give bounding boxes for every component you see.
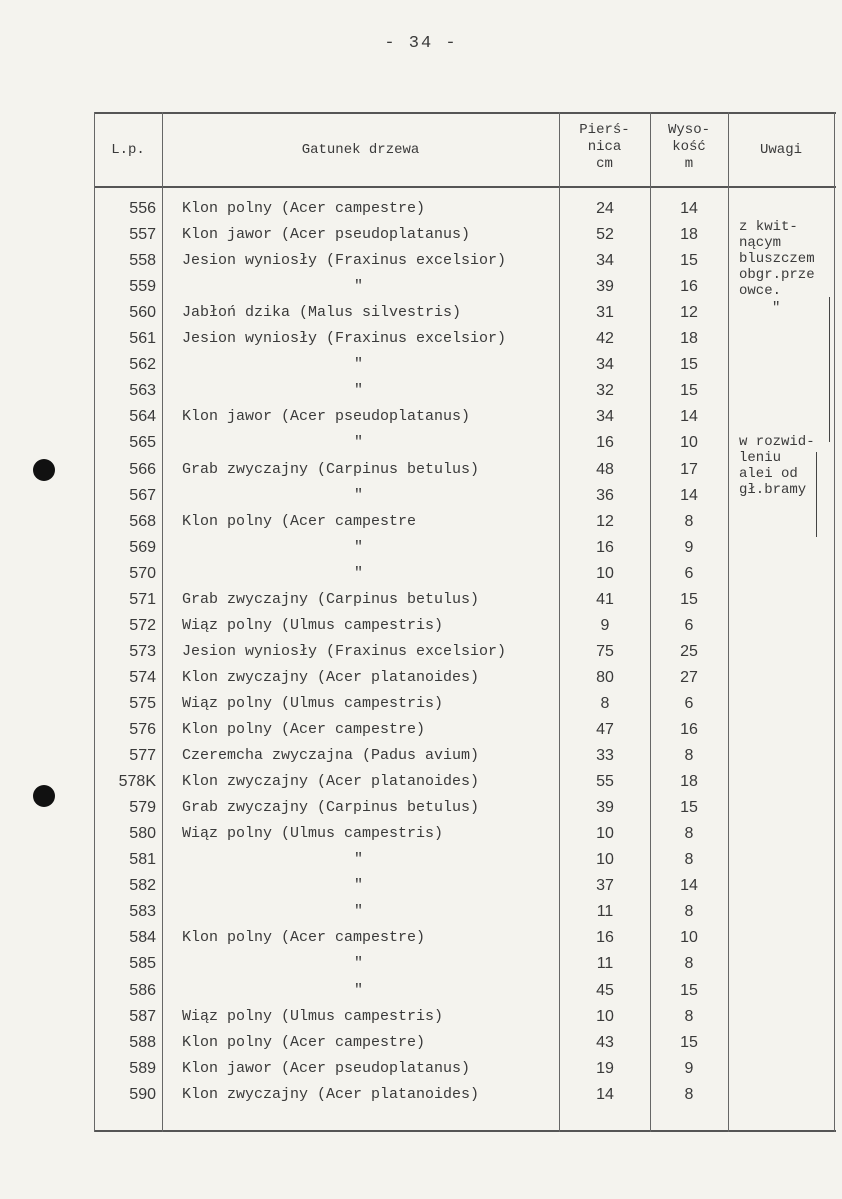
girth-cm: 11 [596,903,614,921]
table-row [94,669,836,691]
girth-cm: 11 [596,955,614,973]
species-name: Jesion wyniosły (Fraxinus excelsior) [182,642,507,660]
species-name: Wiąz polny (Ulmus campestris) [182,825,444,843]
header-girth: Pierś- nica cm [579,122,630,172]
species-name: " [354,356,364,374]
height-m: 14 [680,200,698,217]
girth-cm: 19 [596,1059,614,1077]
row-number: 575 [129,694,156,712]
height-m: 14 [680,408,698,426]
table-row [94,695,836,717]
note-bracket-upper [829,297,830,442]
girth-cm: 48 [596,460,614,478]
girth-cm: 8 [600,694,610,712]
height-m: 6 [684,564,694,582]
height-m: 15 [680,981,698,999]
girth-cm: 16 [596,538,614,556]
row-number: 584 [129,929,156,947]
girth-cm: 37 [596,877,614,895]
girth-cm: 41 [596,590,614,608]
row-number: 590 [129,1085,156,1103]
girth-cm: 9 [600,616,610,634]
girth-cm: 12 [596,512,614,530]
girth-cm: 80 [596,668,614,686]
species-name: Klon jawor (Acer pseudoplatanus) [182,1059,471,1077]
table-row [94,721,836,743]
species-name: Klon polny (Acer campestre) [182,721,426,738]
height-m: 14 [680,877,698,895]
height-m: 9 [684,1059,694,1077]
girth-cm: 31 [596,304,614,322]
species-name: Czeremcha zwyczajna (Padus avium) [182,747,480,765]
row-number: 589 [129,1059,156,1077]
height-m: 16 [680,721,698,738]
species-name: Klon zwyczajny (Acer platanoides) [182,1085,480,1103]
table-row [94,330,836,352]
height-m: 25 [680,642,698,660]
table-row [94,799,836,821]
header-lp: L.p. [111,142,145,158]
girth-cm: 33 [596,747,614,765]
girth-cm: 10 [596,564,614,582]
height-m: 8 [684,1085,694,1103]
height-m: 18 [680,330,698,348]
girth-cm: 32 [596,382,614,400]
table-row [94,226,836,248]
height-m: 8 [684,825,694,843]
table-row [94,1008,836,1030]
height-m: 8 [684,851,694,869]
species-name: Klon jawor (Acer pseudoplatanus) [182,408,471,426]
girth-cm: 39 [596,799,614,817]
table-row [94,408,836,430]
species-name: " [354,981,364,999]
species-name: Wiąz polny (Ulmus campestris) [182,694,444,712]
height-m: 12 [680,304,698,322]
species-name: Klon zwyczajny (Acer platanoides) [182,773,480,791]
row-number: 556 [129,200,156,217]
row-number: 569 [129,538,156,556]
height-m: 15 [680,799,698,817]
height-m: 10 [680,434,698,452]
row-number: 573 [129,642,156,660]
row-number: 567 [129,486,156,504]
species-name: Grab zwyczajny (Carpinus betulus) [182,590,480,608]
girth-cm: 42 [596,330,614,348]
girth-cm: 34 [596,252,614,270]
height-m: 15 [680,590,698,608]
table-row [94,851,836,873]
species-name: " [354,278,364,296]
table-row [94,513,836,535]
table-row [94,617,836,639]
row-number: 574 [129,668,156,686]
table-row [94,487,836,509]
height-m: 18 [680,773,698,791]
species-name: Klon polny (Acer campestre [182,512,417,530]
row-number: 587 [129,1007,156,1025]
species-name: Klon polny (Acer campestre) [182,1033,426,1051]
row-number: 558 [129,252,156,270]
row-number: 585 [129,955,156,973]
table-row [94,304,836,326]
page-number: - 34 - [384,34,458,53]
species-name: " [354,434,364,452]
girth-cm: 14 [596,1085,614,1103]
species-name: Jesion wyniosły (Fraxinus excelsior) [182,252,507,270]
table-row [94,982,836,1004]
row-number: 581 [129,851,156,869]
row-number: 561 [129,330,156,348]
girth-cm: 55 [596,773,614,791]
girth-cm: 43 [596,1033,614,1051]
row-number: 562 [129,356,156,374]
row-number: 570 [129,564,156,582]
table-row [94,929,836,951]
header-notes: Uwagi [759,142,802,158]
row-number: 583 [129,903,156,921]
species-name: Wiąz polny (Ulmus campestris) [182,1007,444,1025]
note-ditto: " [772,300,781,316]
table-row [94,356,836,378]
table-row [94,1086,836,1108]
girth-cm: 24 [596,200,614,217]
header-species: Gatunek drzewa [301,142,420,158]
species-name: " [354,955,364,973]
species-name: " [354,877,364,895]
table-row [94,643,836,665]
table-row [94,461,836,483]
species-name: Jesion wyniosły (Fraxinus excelsior) [182,330,507,348]
species-name: Jabłoń dzika (Malus silvestris) [182,304,462,322]
table-row [94,252,836,274]
species-name: Wiąz polny (Ulmus campestris) [182,616,444,634]
girth-cm: 39 [596,278,614,296]
table-row [94,200,836,222]
girth-cm: 16 [596,929,614,947]
table-row [94,539,836,561]
table-row [94,382,836,404]
girth-cm: 34 [596,408,614,426]
row-number: 576 [129,721,156,738]
note-alley: w rozwid- leniu alei od gł.bramy [739,434,815,498]
species-name: Klon polny (Acer campestre) [182,929,426,947]
girth-cm: 34 [596,356,614,374]
height-m: 8 [684,903,694,921]
height-m: 27 [680,668,698,686]
height-m: 8 [684,1007,694,1025]
species-name: " [354,382,364,400]
species-name: " [354,486,364,504]
note-ivy: z kwit- nącym bluszczem obgr.prze owce. [739,219,815,299]
species-name: Grab zwyczajny (Carpinus betulus) [182,460,480,478]
table-row [94,825,836,847]
row-number: 563 [129,382,156,400]
girth-cm: 47 [596,721,614,738]
girth-cm: 36 [596,486,614,504]
tree-table [94,112,836,1136]
row-number: 565 [129,434,156,452]
species-name: " [354,851,364,869]
species-name: " [354,564,364,582]
row-number: 586 [129,981,156,999]
header-height: Wyso- kość m [667,122,710,172]
row-number: 580 [129,825,156,843]
row-number: 564 [129,408,156,426]
girth-cm: 45 [596,981,614,999]
girth-cm: 16 [596,434,614,452]
species-name: Klon jawor (Acer pseudoplatanus) [182,226,471,244]
girth-cm: 10 [596,825,614,843]
table-row [94,565,836,587]
table-row [94,747,836,769]
girth-cm: 10 [596,851,614,869]
height-m: 15 [680,356,698,374]
row-number: 560 [129,304,156,322]
row-number: 577 [129,747,156,765]
girth-cm: 52 [596,226,614,244]
girth-cm: 10 [596,1007,614,1025]
punch-hole-top [33,459,55,481]
table-row [94,434,836,456]
note-bracket-lower [816,452,817,537]
height-m: 16 [680,278,698,296]
height-m: 10 [680,929,698,947]
height-m: 18 [680,226,698,244]
row-number: 578K [118,773,156,791]
height-m: 17 [680,460,698,478]
height-m: 15 [680,1033,698,1051]
row-number: 572 [129,616,156,634]
height-m: 15 [680,252,698,270]
height-m: 8 [684,955,694,973]
height-m: 9 [684,538,694,556]
table-row [94,773,836,795]
species-name: " [354,538,364,556]
height-m: 14 [680,486,698,504]
row-number: 559 [129,278,156,296]
table-row [94,1034,836,1056]
girth-cm: 75 [596,642,614,660]
table-row [94,1060,836,1082]
species-name: Klon zwyczajny (Acer platanoides) [182,668,480,686]
row-number: 571 [129,590,156,608]
punch-hole-bottom [33,785,55,807]
height-m: 8 [684,512,694,530]
species-name: " [354,903,364,921]
row-number: 579 [129,799,156,817]
table-row [94,877,836,899]
row-number: 557 [129,226,156,244]
species-name: Klon polny (Acer campestre) [182,200,426,217]
row-number: 588 [129,1033,156,1051]
table-row [94,278,836,300]
species-name: Grab zwyczajny (Carpinus betulus) [182,799,480,817]
row-number: 582 [129,877,156,895]
row-number: 568 [129,512,156,530]
row-number: 566 [129,460,156,478]
table-row [94,955,836,977]
table-row [94,591,836,613]
height-m: 15 [680,382,698,400]
height-m: 6 [684,616,694,634]
table-row [94,903,836,925]
height-m: 8 [684,747,694,765]
height-m: 6 [684,694,694,712]
